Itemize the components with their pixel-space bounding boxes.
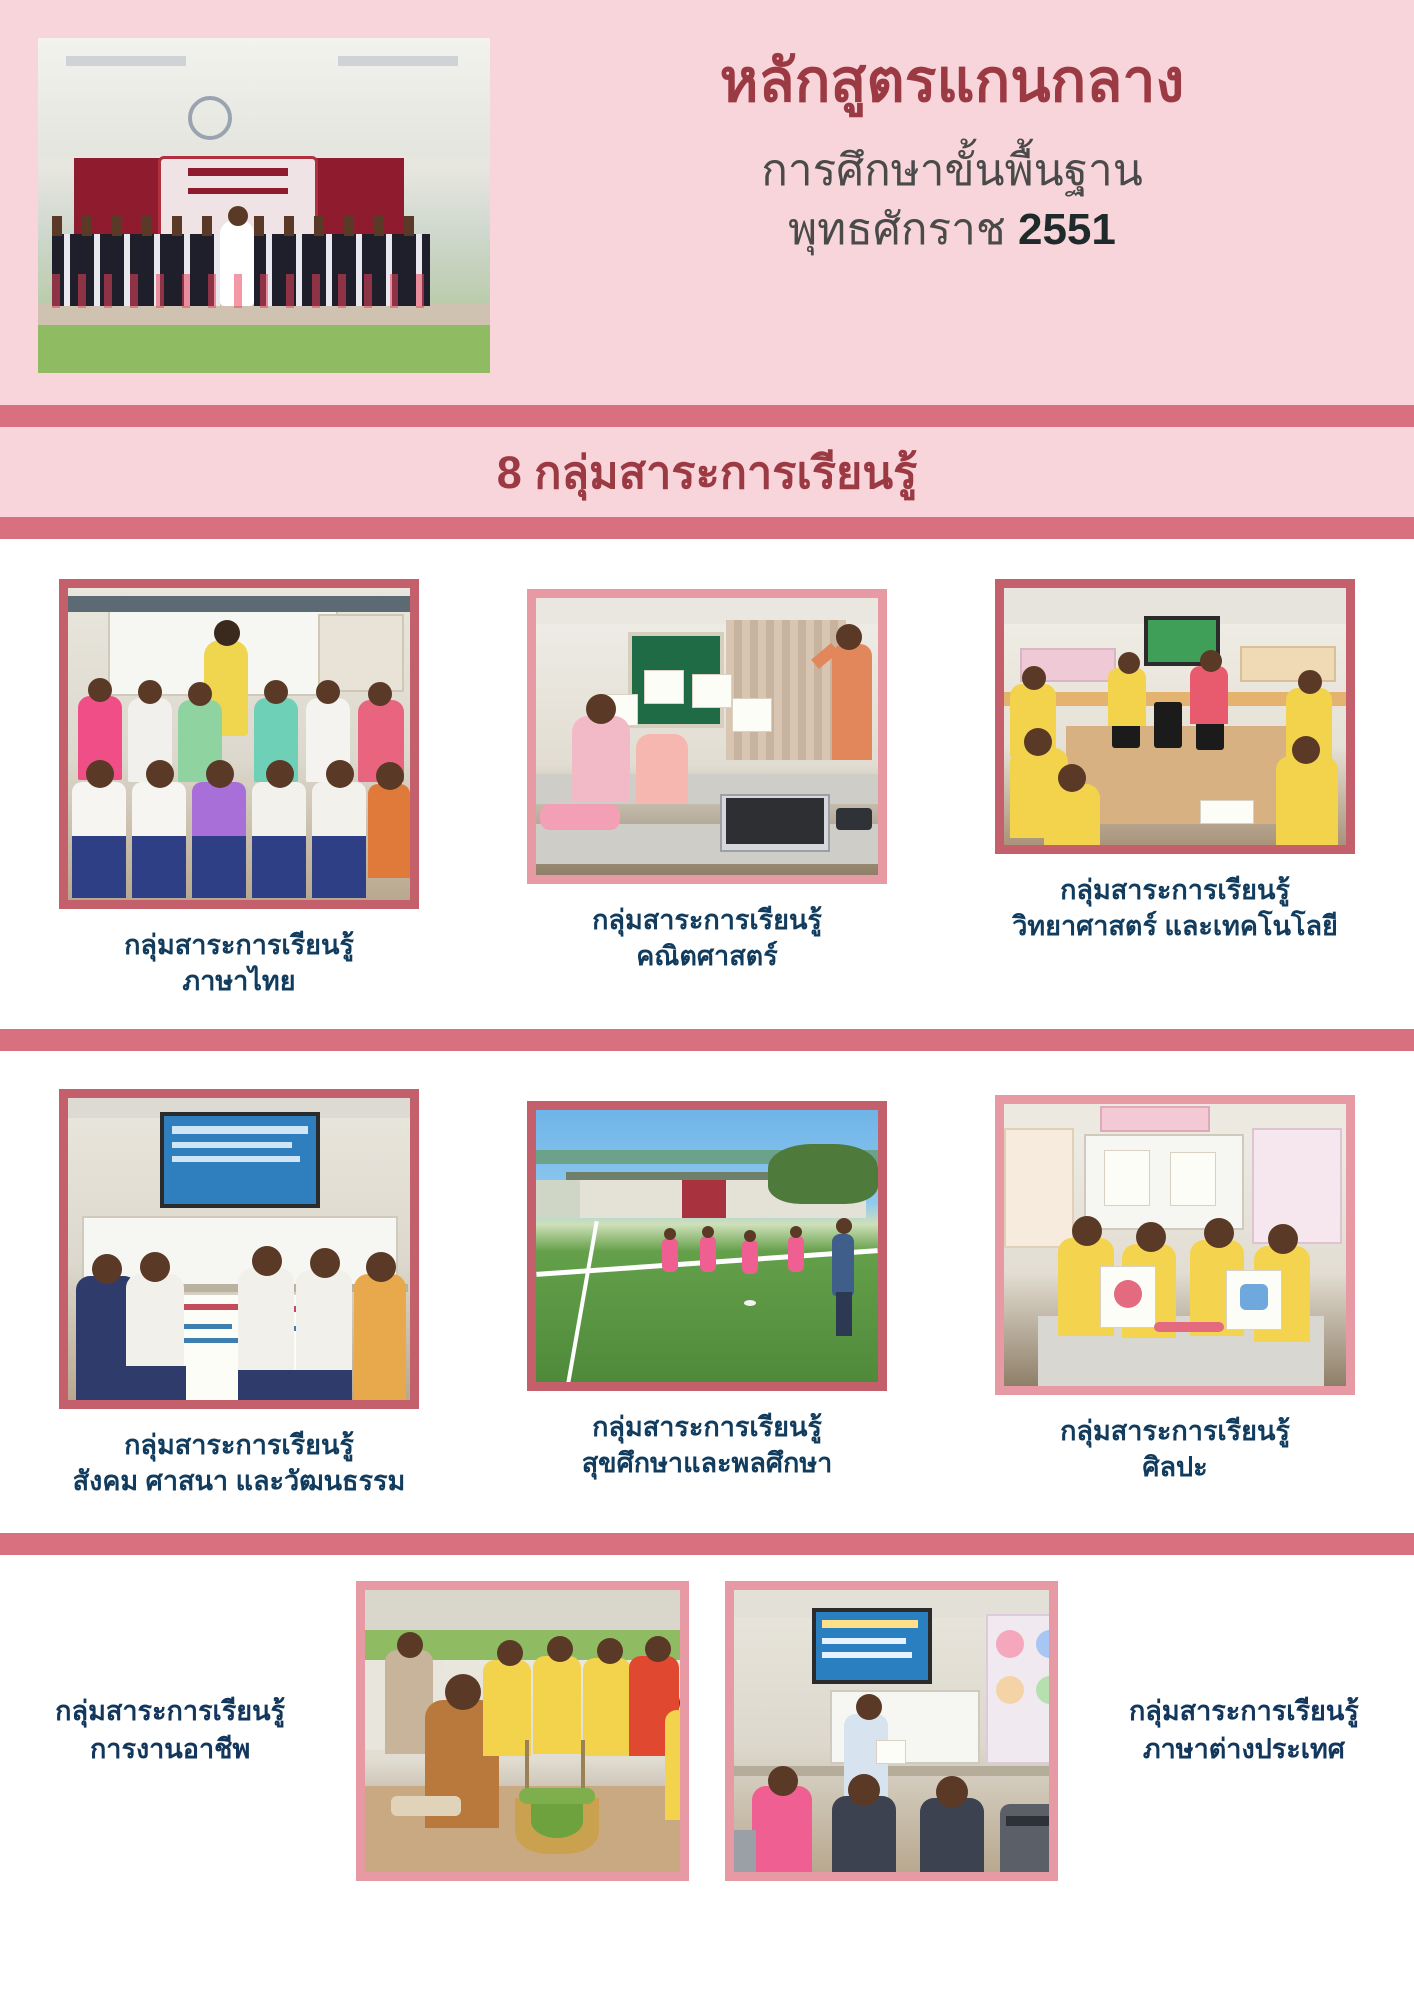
subject-caption-science-line2: วิทยาศาสตร์ และเทคโนโลยี — [1012, 911, 1338, 942]
subject-caption-math-line1: กลุ่มสาระการเรียนรู้ — [592, 905, 822, 935]
subject-caption-social-line2: สังคม ศาสนา และวัฒนธรรม — [72, 1466, 406, 1497]
subject-photo-foreign — [725, 1581, 1058, 1881]
subject-caption-foreign-line1: กลุ่มสาระการเรียนรู้ — [1128, 1696, 1359, 1727]
subject-photo-science — [995, 579, 1355, 854]
subject-photo-social — [59, 1089, 419, 1409]
subject-row-2 — [0, 1051, 1414, 1533]
subject-caption-science — [1012, 872, 1338, 945]
divider-bar-row1 — [0, 1029, 1414, 1051]
subject-card-art — [986, 1089, 1364, 1486]
header-subtitle-2 — [490, 200, 1414, 259]
subject-caption-thai-line2: ภาษาไทย — [182, 966, 296, 997]
subject-card-health — [518, 1089, 896, 1482]
subject-card-science — [986, 579, 1364, 945]
subject-caption-career-line2: การงานอาชีพ — [89, 1734, 251, 1764]
subject-caption-art-line1: กลุ่มสาระการเรียนรู้ — [1060, 1416, 1290, 1446]
subject-row-1 — [0, 539, 1414, 1029]
divider-bar-row2 — [0, 1533, 1414, 1555]
subject-caption-health — [582, 1409, 833, 1482]
header-subtitle-1: การศึกษาขั้นพื้นฐาน — [761, 145, 1143, 195]
subject-caption-thai — [124, 927, 354, 1000]
subject-caption-career — [20, 1693, 320, 1769]
section-title: 8 กลุ่มสาระการเรียนรู้ — [496, 447, 918, 498]
subject-caption-thai-line1: กลุ่มสาระการเรียนรู้ — [124, 930, 354, 960]
subject-photo-thai — [59, 579, 419, 909]
subject-photo-art — [995, 1095, 1355, 1395]
header-subtitle-2-prefix: พุทธศักราช — [788, 205, 1018, 255]
subject-caption-foreign — [1094, 1693, 1394, 1769]
subject-caption-career-line1: กลุ่มสาระการเรียนรู้ — [55, 1696, 286, 1727]
subject-caption-art-line2: ศิลปะ — [1142, 1452, 1208, 1483]
subject-photo-health — [527, 1101, 887, 1391]
divider-bar-under-section — [0, 517, 1414, 539]
subject-caption-foreign-line2: ภาษาต่างประเทศ — [1142, 1734, 1345, 1764]
subject-caption-math-line2: คณิตศาสตร์ — [636, 941, 778, 972]
subject-caption-math — [592, 902, 822, 975]
header-text-block — [490, 0, 1414, 260]
subject-caption-health-line2: สุขศึกษาและพลศึกษา — [581, 1448, 833, 1479]
page-title: หลักสูตรแกนกลาง — [719, 48, 1185, 114]
header-photo — [38, 38, 490, 373]
subject-caption-social — [73, 1427, 406, 1500]
subject-card-social — [50, 1089, 428, 1500]
subject-photo-math — [527, 589, 887, 884]
header-year: 2551 — [1017, 205, 1116, 255]
subject-row-3 — [0, 1555, 1414, 1881]
section-title-band — [0, 427, 1414, 517]
subject-caption-art — [1060, 1413, 1290, 1486]
poster-header — [0, 0, 1414, 405]
subject-caption-health-line1: กลุ่มสาระการเรียนรู้ — [592, 1412, 822, 1442]
subject-caption-science-line1: กลุ่มสาระการเรียนรู้ — [1060, 875, 1290, 905]
subject-card-math — [518, 579, 896, 975]
subject-photo-career — [356, 1581, 689, 1881]
divider-bar-top — [0, 405, 1414, 427]
subject-caption-social-line1: กลุ่มสาระการเรียนรู้ — [124, 1430, 354, 1460]
subject-card-thai — [50, 579, 428, 1000]
